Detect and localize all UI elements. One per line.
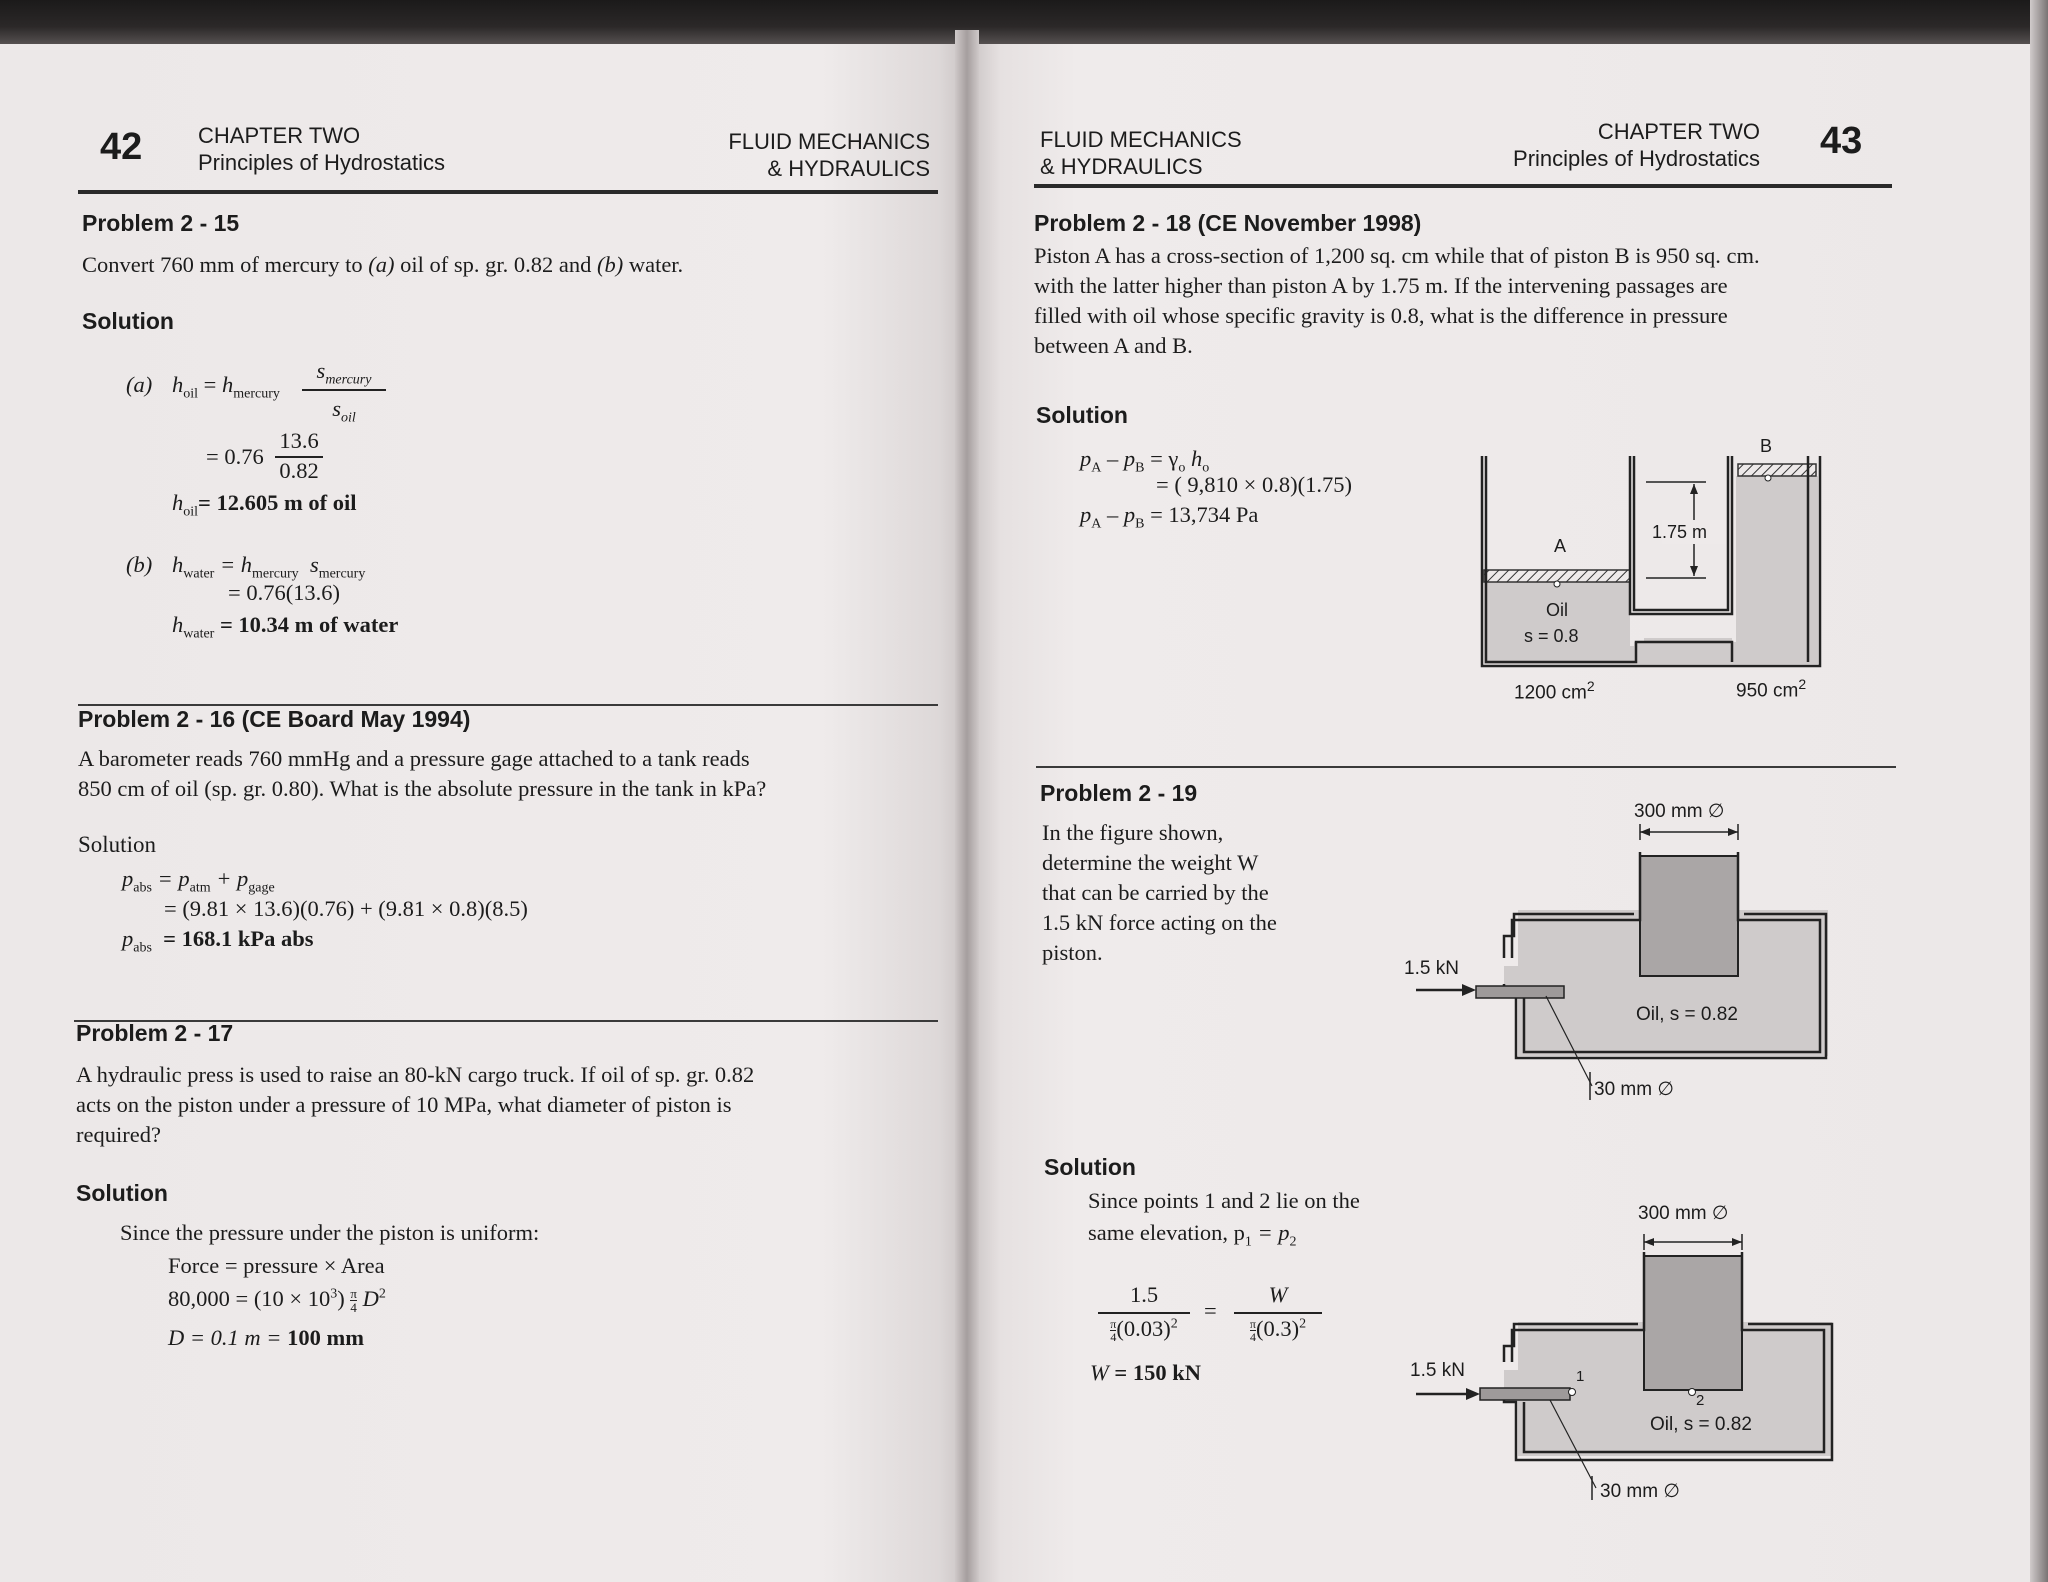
symbol: – p [1101,502,1136,527]
eq-b-line1 [172,552,365,583]
symbol: W [1090,1360,1109,1385]
symbol: s [332,396,341,421]
term: = γ [1144,446,1179,471]
solution-text: Since the pressure under the piston is uniform: [120,1220,540,1245]
eq-a-label [126,372,152,398]
symbol: h [172,372,184,397]
subscript: o [1178,460,1186,476]
pi: π [1249,1317,1256,1332]
statement-line: A hydraulic press is used to raise an 80-kN cargo truck. If oil of sp. gr. 0.82 [76,1062,755,1087]
subscript: oil [183,386,199,402]
fraction-numerator [1232,1282,1324,1308]
subscript: abs [133,880,152,896]
subscript: abs [133,940,152,956]
page-number-right: 43 [1820,120,1863,162]
symbol: – p [1101,446,1136,471]
statement-part-c: water. [628,252,684,277]
book-title-line2: & HYDRAULICS [767,156,930,181]
statement-line: determine the weight W [1042,850,1259,875]
subscript: water [183,566,215,582]
pi: π [1110,1317,1117,1332]
term: ) [337,1286,351,1311]
fig19s-top-diameter: 300 mm ∅ [1638,1203,1729,1224]
fig18-area-a [1514,678,1595,704]
fraction-bar [1098,1312,1190,1314]
eq-16-result [122,926,314,957]
eq-a-line1 [172,372,280,403]
solution-heading: Solution [1044,1154,1136,1180]
subscript: water [183,626,215,642]
term: = 13,734 Pa [1144,502,1259,527]
problem-2-18-statement [1034,241,1890,361]
divider [1036,766,1896,768]
superscript: 2 [1586,678,1595,694]
eq-17-result [168,1325,364,1351]
pi: π [350,1286,357,1302]
statement-line: piston. [1042,940,1103,965]
right-edge-shadow [2030,0,2048,1582]
eq-17-line1: Force = pressure × Area [168,1253,385,1278]
statement-line: with the latter higher than piston A by 1.75 m. If the intervening passages are [1034,273,1728,298]
fig18-label-b: B [1760,436,1773,456]
eq-16-line1 [122,866,275,897]
symbol: h [221,372,234,397]
subscript: mercury [318,566,366,582]
point-2 [1689,1389,1696,1396]
solution-heading: Solution [78,832,156,857]
eq-16-line2: = (9.81 × 13.6)(0.76) + (9.81 × 0.8)(8.5) [164,896,528,921]
problem-2-15-statement [82,250,683,280]
point-a [1554,581,1560,587]
subscript: mercury [252,566,299,582]
subscript: 2 [1289,1234,1297,1250]
top-shadow [0,0,2048,44]
large-piston [1644,1256,1742,1390]
problem-2-16-statement [78,744,933,804]
chapter-header-left [198,122,445,176]
eq-a-result [172,490,356,521]
arrowhead [1690,566,1698,576]
statement-part-b: oil of sp. gr. 0.82 and [400,252,597,277]
label: (a) [126,372,153,397]
problem-2-15-title: Problem 2 - 15 [82,210,240,236]
solution-heading: Solution [1036,402,1128,428]
fraction-bar [1234,1312,1322,1314]
symbol: p [122,866,134,891]
point-1 [1569,1389,1576,1396]
statement-part-a: Convert 760 mm of mercury to [82,252,369,277]
fig19s-force: 1.5 kN [1410,1360,1465,1381]
area: 1200 cm [1514,682,1587,704]
fig19-oil: Oil, s = 0.82 [1636,1004,1738,1025]
subscript: mercury [325,372,372,388]
arrowhead [1644,1238,1654,1246]
fraction-numerator: 1.5 [1129,1282,1159,1307]
mark-a: (a) [368,252,395,277]
arrowhead [1732,1238,1742,1246]
eq-b-result [172,612,398,643]
label: (b) [126,552,153,577]
point-b [1765,475,1771,481]
fraction-bar [302,389,386,391]
superscript: 2 [1299,1316,1307,1332]
piston-a [1484,570,1630,582]
term: (0.3) [1255,1316,1300,1341]
symbol: s [316,358,326,383]
fig19-force: 1.5 kN [1404,958,1459,979]
statement-line: In the figure shown, [1042,820,1224,845]
symbol: h [172,490,184,515]
symbol: = h [219,552,253,577]
symbol: h [172,612,184,637]
fraction-denominator [300,396,388,427]
fig18-area-b [1736,676,1806,702]
problem-2-19-title: Problem 2 - 19 [1040,780,1198,806]
fig18-specific-gravity: s = 0.8 [1524,626,1579,646]
page-number-left: 42 [100,126,143,168]
eq-b-label [126,552,152,578]
arrowhead [1462,984,1476,996]
symbol: + p [210,866,249,891]
superscript: 2 [378,1286,386,1302]
chapter-subtitle: Principles of Hydrostatics [198,150,445,175]
fraction-denominator: 0.82 [279,458,319,483]
fraction-numerator [300,358,388,389]
four: 4 [1110,1330,1117,1345]
symbol: h [1185,446,1203,471]
statement-line: acts on the piston under a pressure of 10 MPa, what diameter of piston is [76,1092,732,1117]
result: 100 mm [287,1325,364,1350]
symbol: = p [1251,1220,1290,1245]
statement-line: between A and B. [1034,333,1193,358]
subscript: mercury [233,386,280,402]
fig19s-point-2-label: 2 [1696,1392,1705,1409]
statement-line: Piston A has a cross-section of 1,200 sq. cm while that of piston B is 950 sq. cm. [1034,243,1760,268]
statement-line: 850 cm of oil (sp. gr. 0.80). What is the absolute pressure in the tank in kPa? [78,776,767,801]
subscript: oil [183,504,199,520]
eq-19-result [1090,1360,1201,1386]
symbol: D [356,1286,379,1311]
solution-text: Since points 1 and 2 lie on the [1088,1188,1360,1213]
result: = 12.605 m of oil [198,490,357,515]
arrowhead [1728,828,1738,836]
small-piston [1476,986,1564,998]
term: 80,000 = (10 × 10 [168,1286,331,1311]
problem-2-18-title: Problem 2 - 18 (CE November 1998) [1034,210,1422,236]
fig19-top-diameter: 300 mm ∅ [1634,801,1725,822]
arrowhead [1466,1388,1480,1400]
figure-2-19-problem [1400,790,1850,1110]
eq-a-line2: = 0.76 [206,444,264,469]
subscript: oil [340,410,356,426]
statement-line: A barometer reads 760 mmHg and a pressure gage attached to a tank reads [78,746,750,771]
fig18-oil: Oil [1546,600,1568,620]
symbol: W [1268,1282,1288,1307]
subscript: A [1091,516,1102,532]
pi-over-four [350,1287,357,1314]
eq-18-line2: = ( 9,810 × 0.8)(1.75) [1156,472,1352,497]
problem-2-19-statement [1042,818,1348,968]
fraction-numerator: 13.6 [279,428,319,453]
subscript: B [1135,516,1145,532]
problem-2-16-title: Problem 2 - 16 (CE Board May 1994) [78,706,471,732]
book-gutter [955,30,979,1582]
book-title-line1: FLUID MECHANICS [728,129,930,154]
subscript: B [1135,460,1145,476]
header-rule-left [78,190,938,194]
subscript: 1 [1244,1234,1252,1250]
result: = 150 kN [1108,1360,1201,1385]
symbol: s [309,552,319,577]
statement-line: that can be carried by the [1042,880,1269,905]
symbol: h [172,552,184,577]
eq-17-line2 [168,1286,386,1314]
chapter-title: CHAPTER TWO [198,123,361,148]
term: same elevation, p [1088,1220,1245,1245]
large-piston [1640,856,1738,976]
fraction-denominator [1096,1316,1192,1343]
fig19s-point-1-label: 1 [1576,1368,1585,1385]
symbol: p [122,926,134,951]
solution-text [1088,1220,1297,1251]
mark-b: (b) [596,252,624,277]
problem-2-17-title: Problem 2 - 17 [76,1020,234,1046]
result: = 10.34 m of water [219,612,399,637]
chapter-title: CHAPTER TWO [1597,119,1760,144]
eq-b-line2: = 0.76(13.6) [228,580,341,605]
term: D = 0.1 m = [168,1325,288,1350]
statement-line: 1.5 kN force acting on the [1042,910,1277,935]
statement-line: filled with oil whose specific gravity is 0.8, what is the difference in pressure [1034,303,1728,328]
statement-line: required? [76,1122,161,1147]
four: 4 [350,1300,357,1316]
fig18-height: 1.75 m [1652,522,1708,542]
arrowhead [1690,484,1698,494]
piston-b [1738,464,1816,476]
symbol: p [1080,502,1092,527]
small-piston [1480,1388,1570,1400]
fraction-denominator [1232,1316,1324,1343]
equals-sign: = [1204,1298,1217,1323]
chapter-subtitle: Principles of Hydrostatics [1513,146,1760,171]
book-title-left [700,128,930,182]
book-title-line1: FLUID MECHANICS [1040,127,1242,152]
fig19s-small-diameter: 30 mm ∅ [1600,1481,1680,1502]
arrowhead [1640,828,1650,836]
four: 4 [1249,1330,1256,1345]
subscript: gage [248,880,275,896]
figure-2-18 [1470,430,1840,710]
equals: = [203,372,222,397]
chapter-header-right [1420,118,1760,172]
fig18-label-a: A [1554,536,1567,556]
fig19s-oil: Oil, s = 0.82 [1650,1414,1752,1435]
problem-2-17-statement [76,1060,932,1150]
figure-2-19-solution [1400,1198,1850,1518]
fig19-small-diameter: 30 mm ∅ [1594,1079,1674,1100]
book-title-line2: & HYDRAULICS [1040,154,1203,179]
superscript: 2 [1798,676,1807,692]
symbol: p [1080,446,1092,471]
symbol: = p [157,866,190,891]
eq-18-result [1080,502,1258,533]
subscript: A [1091,460,1102,476]
superscript: 2 [1170,1316,1178,1332]
superscript: 3 [330,1286,338,1302]
solution-heading: Solution [82,308,174,334]
area: 950 cm [1736,680,1799,702]
term: (0.03) [1116,1316,1171,1341]
book-title-right [1040,126,1242,180]
result: = 168.1 kPa abs [163,926,314,951]
subscript: atm [189,880,211,896]
header-rule-right [1034,184,1892,188]
subscript: o [1202,460,1210,476]
solution-heading: Solution [76,1180,168,1206]
